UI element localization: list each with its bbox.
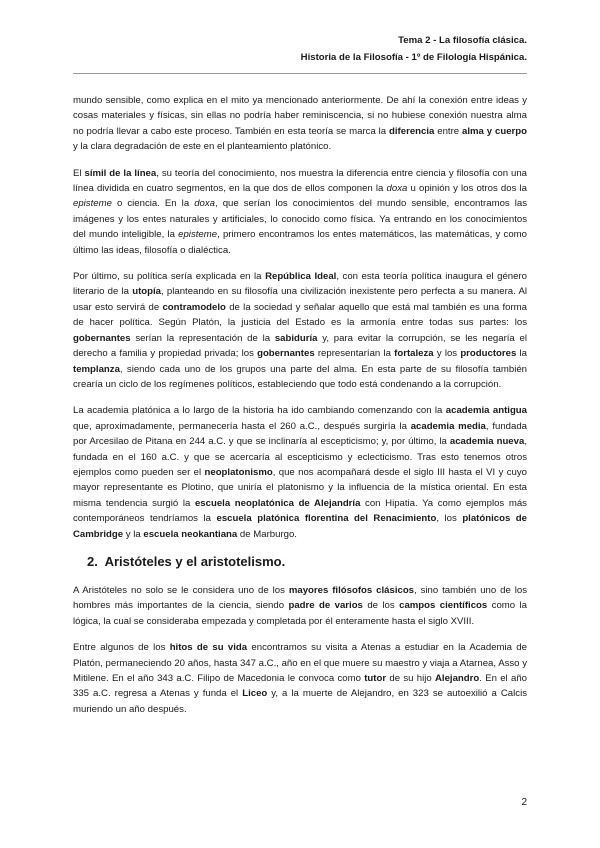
section-number: 2. bbox=[87, 553, 98, 569]
bold-term: academia media bbox=[410, 420, 486, 432]
bold-term: academia nueva bbox=[449, 436, 525, 448]
bold-term: padre de varios bbox=[288, 600, 363, 612]
bold-term: productores bbox=[460, 348, 517, 360]
header-divider bbox=[73, 73, 527, 74]
text-run: serían la representación de la bbox=[130, 332, 275, 344]
bold-term: neoplatonismo bbox=[204, 466, 273, 478]
text-run: El bbox=[73, 167, 85, 179]
bold-term: contramodelo bbox=[162, 301, 226, 313]
bold-term: Liceo bbox=[242, 688, 268, 700]
bold-term: platónicos de Cambridge bbox=[73, 513, 527, 540]
plato-paragraphs bbox=[73, 93, 527, 542]
bold-term: Alejandro bbox=[434, 673, 480, 684]
text-run: como la lógica, la cual se consideraba empezada y completada por él enteramente hasta el siglo XVIII. bbox=[73, 600, 528, 627]
bold-term: utopía bbox=[132, 286, 162, 298]
text-run: con Hipatia. Ya como ejemplos más contemporáneos tendríamos la bbox=[73, 497, 527, 525]
bold-term: tutor bbox=[364, 673, 387, 684]
bold-term: sabiduría bbox=[274, 332, 318, 344]
paragraph-simil-linea bbox=[73, 166, 527, 258]
text-run: , que nos acompañará desde el siglo III hasta el VI y cuyo mayor representante es Plotino, que uniría el platonismo y la influencia de la mística oriental. En esta misma tendencia surgió la bbox=[73, 466, 527, 509]
italic-term: episteme bbox=[178, 229, 218, 241]
text-run: , los bbox=[436, 513, 463, 525]
bold-term: gobernantes bbox=[73, 332, 131, 344]
text-run: A Aristóteles no solo se le considera uno de los bbox=[73, 584, 289, 596]
text-run: encontramos su visita a Atenas a estudiar en la Academia de Platón, permaneciendo 20 años, hasta 347 a.C., año en el que muere su maestro y viaja a Atarnea, Asso y Mitilene. En el año 343 a.C. Filipo de Macedonia le convoca como bbox=[73, 642, 527, 684]
section-heading bbox=[87, 553, 527, 571]
text-run: de la sociedad y señalar aquello que está mal también es una forma de hacer política. Según Platón, la justicia del Estado es la armonía entre todas sus partes: los bbox=[73, 301, 527, 329]
header-topic: Tema 2 - La filosofía clásica. bbox=[398, 35, 527, 46]
header-course: Historia de la Filosofía - 1º de Filología Hispánica. bbox=[300, 52, 527, 63]
page-header bbox=[301, 32, 527, 66]
text-run: de Marburgo. bbox=[237, 528, 297, 540]
page-number: 2 bbox=[521, 797, 527, 808]
bold-term: gobernantes bbox=[257, 348, 315, 360]
bold-term: campos científicos bbox=[399, 600, 488, 612]
text-run: y la clara degradación de este en el planteamiento platónico. bbox=[73, 141, 332, 153]
paragraph-academia-platonica bbox=[73, 403, 527, 542]
text-run: mundo sensible, como explica en el mito ya mencionado anteriormente. De ahí la conexión entre ideas y cosas materiales y físicas, sin ellas no podría haber reminiscencia, si no hubiese conexión nuestra alma no podría llevar a cabo este proceso. También en esta teoría se marca la bbox=[73, 95, 527, 137]
text-run: y, a la muerte de Alejandro, en 323 se autoexilió a Calcis muriendo un año después. bbox=[73, 688, 527, 715]
document-body bbox=[73, 93, 527, 728]
italic-term: episteme bbox=[73, 198, 112, 210]
paragraph-mundo-sensible bbox=[73, 93, 527, 155]
text-run: , planteando en su filosofía una civilización inexistente pero perfecta a su manera. Al usar esto servirá de bbox=[73, 286, 528, 313]
paragraph-hitos-vida bbox=[73, 640, 527, 717]
text-run: y, para evitar la corrupción, se les negaría el derecho a familia y propiedad privada; los bbox=[73, 332, 527, 360]
paragraph-republica-ideal bbox=[73, 269, 527, 392]
text-run: , primero encontramos los entes matemáticos, las matemáticas, y como último las ideas, filosofía o dialéctica. bbox=[73, 229, 528, 256]
text-run: . En el año 335 a.C. regresa a Atenas y funda el bbox=[73, 673, 527, 700]
text-run: , con esta teoría política inaugura el género literario de la bbox=[73, 271, 528, 298]
text-run: , fundada en el 160 a.C. y que se acercaría al escepticismo y eclecticismo. Tras esto tenemos otros ejemplos como pueden ser el bbox=[73, 436, 527, 478]
bold-term: escuela neokantiana bbox=[143, 528, 238, 540]
text-run: Por último, su política sería explicada en la bbox=[73, 271, 266, 283]
text-run: entre bbox=[434, 125, 463, 137]
text-run: la bbox=[516, 348, 527, 360]
text-run: , fundada por Arcesilao de Pitana en 244 a.C. y que se inclinaría al escepticismo; y, por último, la bbox=[73, 420, 527, 448]
text-run: de los bbox=[362, 600, 400, 612]
bold-term: alma y cuerpo bbox=[462, 125, 527, 137]
text-run: , sino también uno de los hombres más importantes de la ciencia, siendo bbox=[73, 584, 527, 612]
text-run: de su hijo bbox=[386, 673, 435, 684]
bold-term: hitos de su vida bbox=[169, 642, 248, 654]
text-run: que, aproximadamente, permanecería hasta el 260 a.C., después surgiría la bbox=[73, 420, 411, 432]
bold-term: diferencia bbox=[389, 125, 435, 137]
bold-term: escuela neoplatónica de Alejandría bbox=[194, 497, 361, 509]
paragraph-aristoteles-intro bbox=[73, 583, 527, 629]
text-run: representarían la bbox=[314, 348, 395, 360]
text-run: o ciencia. En la bbox=[111, 198, 195, 210]
bold-term: escuela platónica florentina del Renacimiento bbox=[216, 513, 437, 525]
bold-term: fortaleza bbox=[394, 348, 434, 360]
section-title: Aristóteles y el aristotelismo. bbox=[104, 553, 286, 569]
text-run: Entre algunos de los bbox=[73, 642, 170, 654]
text-run: y la bbox=[123, 528, 144, 540]
text-run: y los bbox=[433, 348, 461, 360]
italic-term: doxa bbox=[386, 183, 408, 195]
bold-term: templanza bbox=[73, 363, 120, 375]
text-run: La academia platónica a lo largo de la historia ha ido cambiando comenzando con la bbox=[73, 405, 446, 417]
text-run: u opinión y los otros dos la bbox=[407, 183, 528, 195]
italic-term: doxa bbox=[194, 198, 216, 210]
text-run: , su teoría del conocimiento, nos muestra la diferencia entre ciencia y filosofía con una línea dividida en cuatro segmentos, en la que dos de ellos componen la bbox=[73, 167, 527, 195]
bold-term: República Ideal bbox=[265, 271, 337, 283]
bold-term: mayores filósofos clásicos bbox=[288, 584, 415, 596]
bold-term: símil de la línea bbox=[84, 167, 157, 179]
text-run: , que serían los conocimientos del mundo sensible, encontramos las imágenes y los entes naturales y artificiales, lo conocido como física. Ya entrando en los conocimientos del mundo inteligible, la bbox=[73, 198, 527, 241]
bold-term: academia antigua bbox=[445, 405, 528, 417]
aristotle-paragraphs bbox=[73, 583, 527, 717]
text-run: , siendo cada uno de los grupos una parte del alma. En esta parte de su filosofía también crearía un ciclo de los regímenes políticos, estableciendo que todo está condenando a la corrupción. bbox=[73, 363, 527, 390]
